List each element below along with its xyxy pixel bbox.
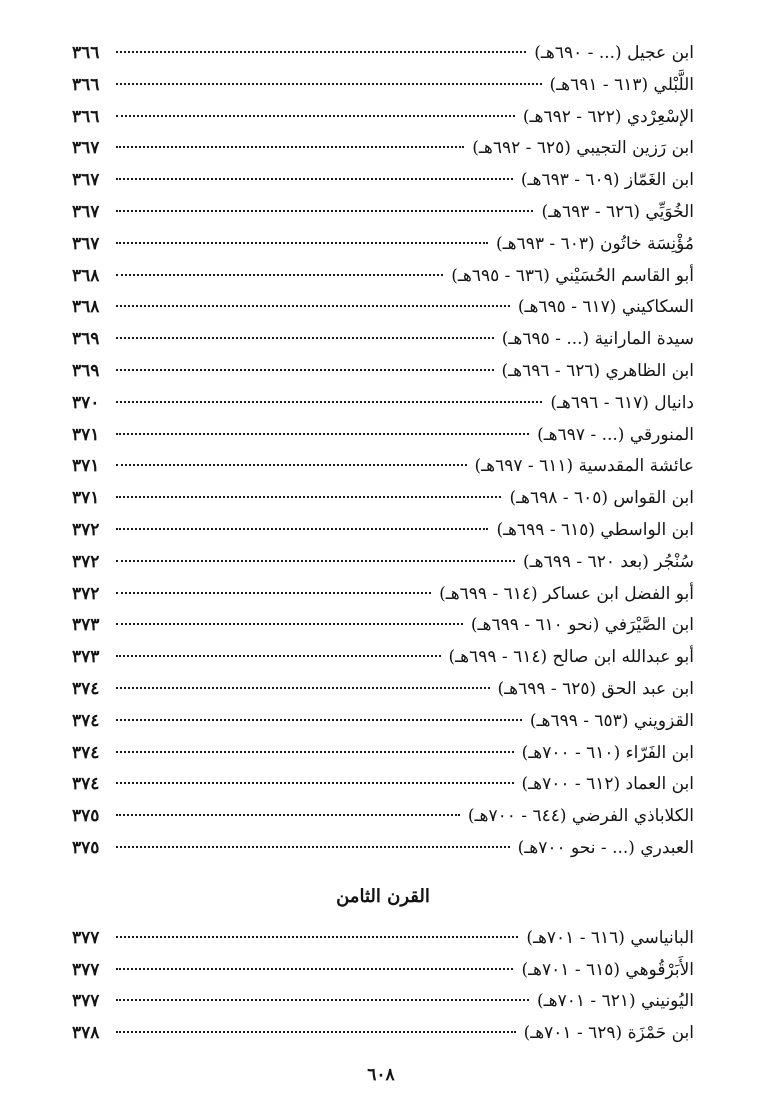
toc-page-number: ٣٦٩ xyxy=(72,329,100,350)
dot-leader xyxy=(116,146,464,148)
toc-entry-name: سيدة المارانية (... - ٦٩٥هـ) xyxy=(501,329,694,350)
toc-entry-name: العبدري (... - نحو ٧٠٠هـ) xyxy=(517,837,694,858)
toc-page-number: ٣٦٧ xyxy=(72,201,100,222)
dot-leader xyxy=(116,115,515,117)
dot-leader xyxy=(116,687,490,689)
dot-leader xyxy=(116,369,494,371)
toc-page-number: ٣٦٨ xyxy=(72,297,100,318)
dot-leader xyxy=(116,814,460,816)
toc-entry-name: ابن الغَمّاز (٦٠٩ - ٦٩٣هـ) xyxy=(520,170,694,191)
toc-row xyxy=(72,674,694,706)
dot-leader xyxy=(116,560,515,562)
toc-entry-name: اليُونيني (٦٢١ - ٧٠١هـ) xyxy=(537,991,694,1012)
toc-page-number: ٣٦٦ xyxy=(72,74,100,95)
toc-page xyxy=(72,38,694,1050)
toc-entry-name: عائشة المقدسية (٦١١ - ٦٩٧هـ) xyxy=(474,456,694,477)
dot-leader xyxy=(116,592,431,594)
toc-entry-name: المنورقي (... - ٦٩٧هـ) xyxy=(537,424,694,445)
toc-page-number: ٣٧٨ xyxy=(72,1023,100,1044)
dot-leader xyxy=(116,936,518,938)
toc-row xyxy=(72,955,694,987)
toc-row xyxy=(72,292,694,324)
toc-entry-name: الخُوَيِّي (٦٢٦ - ٦٩٣هـ) xyxy=(541,201,694,222)
dot-leader xyxy=(116,655,441,657)
toc-row xyxy=(72,547,694,579)
toc-entry-name: أبو القاسم الحُسَيْني (٦٣٦ - ٦٩٥هـ) xyxy=(451,265,694,286)
toc-list-eighth-century xyxy=(72,923,694,1050)
toc-page-number: ٣٧١ xyxy=(72,456,100,477)
dot-leader xyxy=(116,1031,516,1033)
toc-row xyxy=(72,38,694,70)
dot-leader xyxy=(116,51,526,53)
toc-page-number: ٣٦٧ xyxy=(72,138,100,159)
toc-row xyxy=(72,1018,694,1050)
dot-leader xyxy=(116,846,510,848)
section-heading: القرن الثامن xyxy=(336,885,430,907)
toc-entry-name: سُنْجُر (بعد ٦٢٠ - ٦٩٩هـ) xyxy=(523,551,694,572)
toc-row xyxy=(72,706,694,738)
dot-leader xyxy=(116,999,529,1001)
toc-row xyxy=(72,738,694,770)
toc-page-number: ٣٧٢ xyxy=(72,551,100,572)
toc-row xyxy=(72,769,694,801)
dot-leader xyxy=(116,210,533,212)
dot-leader xyxy=(116,337,494,339)
toc-entry-name: اللَّبْلي (٦١٣ - ٦٩١هـ) xyxy=(549,74,694,95)
toc-page-number: ٣٧٢ xyxy=(72,519,100,540)
toc-entry-name: مُؤْنِسَة خاتُون (٦٠٣ - ٦٩٣هـ) xyxy=(496,233,694,254)
toc-row xyxy=(72,515,694,547)
toc-page-number: ٣٧٢ xyxy=(72,583,100,604)
toc-row xyxy=(72,483,694,515)
toc-row xyxy=(72,642,694,674)
toc-page-number: ٣٧٣ xyxy=(72,615,100,636)
toc-entry-name: القزويني (٦٥٣ - ٦٩٩هـ) xyxy=(529,710,694,731)
toc-entry-name: الإسْعِرْدي (٦٢٢ - ٦٩٢هـ) xyxy=(522,106,694,127)
toc-page-number: ٣٧٠ xyxy=(72,392,100,413)
toc-row xyxy=(72,451,694,483)
dot-leader xyxy=(116,433,529,435)
dot-leader xyxy=(116,782,514,784)
dot-leader xyxy=(116,968,513,970)
toc-entry-name: ابن العماد (٦١٢ - ٧٠٠هـ) xyxy=(521,774,694,795)
toc-row xyxy=(72,70,694,102)
toc-entry-name: ابن عجيل (... - ٦٩٠هـ) xyxy=(534,43,694,63)
toc-entry-name: البانياسي (٦١٦ - ٧٠١هـ) xyxy=(526,927,694,948)
toc-row xyxy=(72,833,694,865)
toc-entry-name: ابن الظاهري (٦٢٦ - ٦٩٦هـ) xyxy=(501,360,694,381)
toc-row xyxy=(72,388,694,420)
toc-row xyxy=(72,324,694,356)
toc-page-number: ٣٦٧ xyxy=(72,233,100,254)
toc-row xyxy=(72,986,694,1018)
dot-leader xyxy=(116,401,542,403)
toc-page-number: ٣٦٧ xyxy=(72,170,100,191)
toc-page-number: ٣٧٥ xyxy=(72,806,100,827)
toc-page-number: ٣٧٧ xyxy=(72,927,100,948)
toc-entry-name: الأَبَرْقُوهي (٦١٥ - ٧٠١هـ) xyxy=(521,959,694,980)
toc-row xyxy=(72,102,694,134)
toc-page-number: ٣٧١ xyxy=(72,488,100,509)
toc-row xyxy=(72,923,694,955)
toc-row xyxy=(72,261,694,293)
toc-row xyxy=(72,356,694,388)
toc-entry-name: ابن الصَّيْرَفي (نحو ٦١٠ - ٦٩٩هـ) xyxy=(470,615,694,636)
toc-row xyxy=(72,801,694,833)
toc-entry-name: السكاكيني (٦١٧ - ٦٩٥هـ) xyxy=(517,297,694,318)
dot-leader xyxy=(116,496,501,498)
toc-page-number: ٣٧١ xyxy=(72,424,100,445)
toc-entry-name: أبو الفضل ابن عساكر (٦١٤ - ٦٩٩هـ) xyxy=(439,583,694,604)
dot-leader xyxy=(116,751,514,753)
dot-leader xyxy=(116,528,488,530)
dot-leader xyxy=(116,83,542,85)
toc-page-number: ٣٦٦ xyxy=(72,106,100,127)
toc-entry-name: ابن الفَرّاء (٦١٠ - ٧٠٠هـ) xyxy=(521,742,694,763)
toc-row xyxy=(72,197,694,229)
toc-entry-name: ابن حَمْزَة (٦٢٩ - ٧٠١هـ) xyxy=(523,1023,694,1044)
toc-entry-name: ابن عبد الحق (٦٢٥ - ٦٩٩هـ) xyxy=(497,678,694,699)
toc-page-number: ٣٧٣ xyxy=(72,647,100,668)
toc-row xyxy=(72,420,694,452)
toc-page-number: ٣٧٤ xyxy=(72,774,100,795)
dot-leader xyxy=(116,274,443,276)
toc-row xyxy=(72,133,694,165)
toc-page-number: ٣٦٨ xyxy=(72,265,100,286)
toc-page-number: ٣٧٤ xyxy=(72,678,100,699)
toc-row xyxy=(72,165,694,197)
toc-page-number: ٣٦٩ xyxy=(72,360,100,381)
dot-leader xyxy=(116,719,522,721)
dot-leader xyxy=(116,623,463,625)
dot-leader xyxy=(116,178,513,180)
toc-entry-name: الكلاباذي الفرضي (٦٤٤ - ٧٠٠هـ) xyxy=(467,806,694,827)
toc-row xyxy=(72,610,694,642)
toc-entry-name: ابن الواسطي (٦١٥ - ٦٩٩هـ) xyxy=(496,519,694,540)
page-number: ٦٠٨ xyxy=(367,1065,395,1085)
toc-page-number: ٣٧٤ xyxy=(72,742,100,763)
toc-page-number: ٣٧٥ xyxy=(72,837,100,858)
toc-page-number: ٣٧٤ xyxy=(72,710,100,731)
toc-page-number: ٣٧٧ xyxy=(72,991,100,1012)
toc-entry-name: ابن القواس (٦٠٥ - ٦٩٨هـ) xyxy=(509,488,694,509)
toc-page-number: ٣٦٦ xyxy=(72,43,100,63)
toc-entry-name: ابن رَزين التجيبي (٦٢٥ - ٦٩٢هـ) xyxy=(472,138,694,159)
dot-leader xyxy=(116,464,467,466)
dot-leader xyxy=(116,305,510,307)
toc-entry-name: أبو عبدالله ابن صالح (٦١٤ - ٦٩٩هـ) xyxy=(448,647,694,668)
dot-leader xyxy=(116,242,488,244)
toc-page-number: ٣٧٧ xyxy=(72,959,100,980)
toc-row xyxy=(72,579,694,611)
toc-list-seventh-century xyxy=(72,38,694,865)
toc-entry-name: دانيال (٦١٧ - ٦٩٦هـ) xyxy=(550,392,694,413)
toc-row xyxy=(72,229,694,261)
